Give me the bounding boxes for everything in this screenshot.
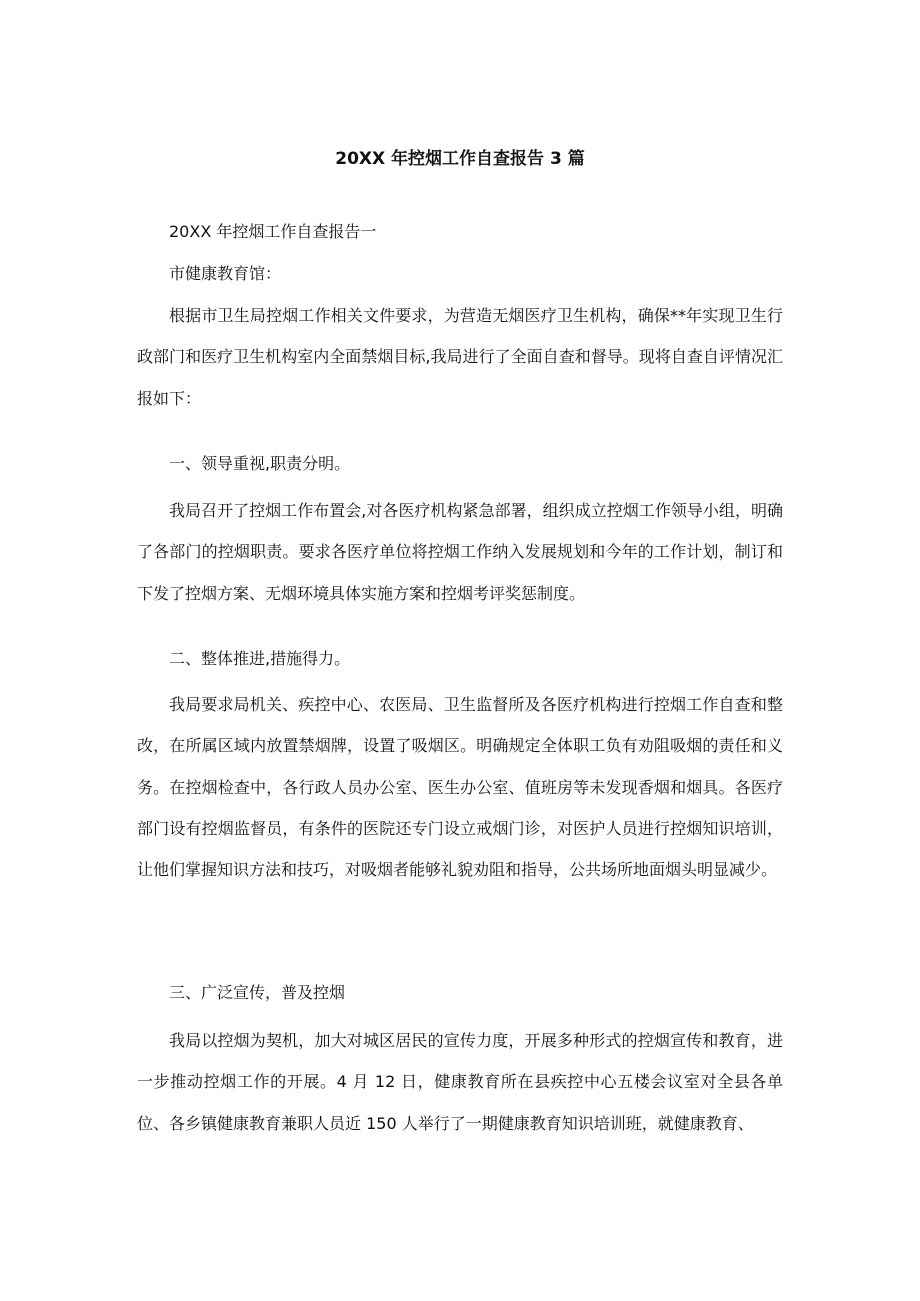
report-subtitle: 20XX 年控烟工作自查报告一 [169, 222, 377, 241]
section-body-2: 我局要求局机关、疾控中心、农医局、卫生监督所及各医疗机构进行控烟工作自查和整改，在所属区域内放置禁烟牌，设置了吸烟区。明确规定全体职工负有劝阻吸烟的责任和义务。在控烟检查中，各行政人员办公室、医生办公室、值班房等未发现香烟和烟具。各医疗部门设有控烟监督员，有条件的医院还专门设立戒烟门诊，对医护人员进行控烟知识培训，让他们掌握知识方法和技巧，对吸烟者能够礼貌劝阻和指导，公共场所地面烟头明显减少。 [137, 695, 783, 880]
section-body-3: 我局以控烟为契机，加大对城区居民的宣传力度，开展多种形式的控烟宣传和教育，进一步推动控烟工作的开展。4 月 12 日，健康教育所在县疾控中心五楼会议室对全县各单位、各乡镇健康教育兼职人员近 150 人举行了一期健康教育知识培训班，就健康教育、 [137, 1031, 783, 1133]
section-body-1: 我局召开了控烟工作布置会,对各医疗机构紧急部署，组织成立控烟工作领导小组，明确了各部门的控烟职责。要求各医疗单位将控烟工作纳入发展规划和今年的工作计划，制订和下发了控烟方案、无烟环境具体实施方案和控烟考评奖惩制度。 [137, 501, 783, 603]
section-heading-2: 二、整体推进,措施得力。 [169, 649, 351, 668]
section-heading-3: 三、广泛宣传，普及控烟 [169, 983, 346, 1002]
section-heading-1: 一、领导重视,职责分明。 [169, 454, 351, 473]
intro-paragraph: 根据市卫生局控烟工作相关文件要求，为营造无烟医疗卫生机构，确保**年实现卫生行政部门和医疗卫生机构室内全面禁烟目标,我局进行了全面自查和督导。现将自查自评情况汇报如下： [137, 306, 783, 408]
document-title: 20XX 年控烟工作自查报告 3 篇 [335, 149, 585, 169]
salutation: 市健康教育馆： [169, 264, 282, 283]
